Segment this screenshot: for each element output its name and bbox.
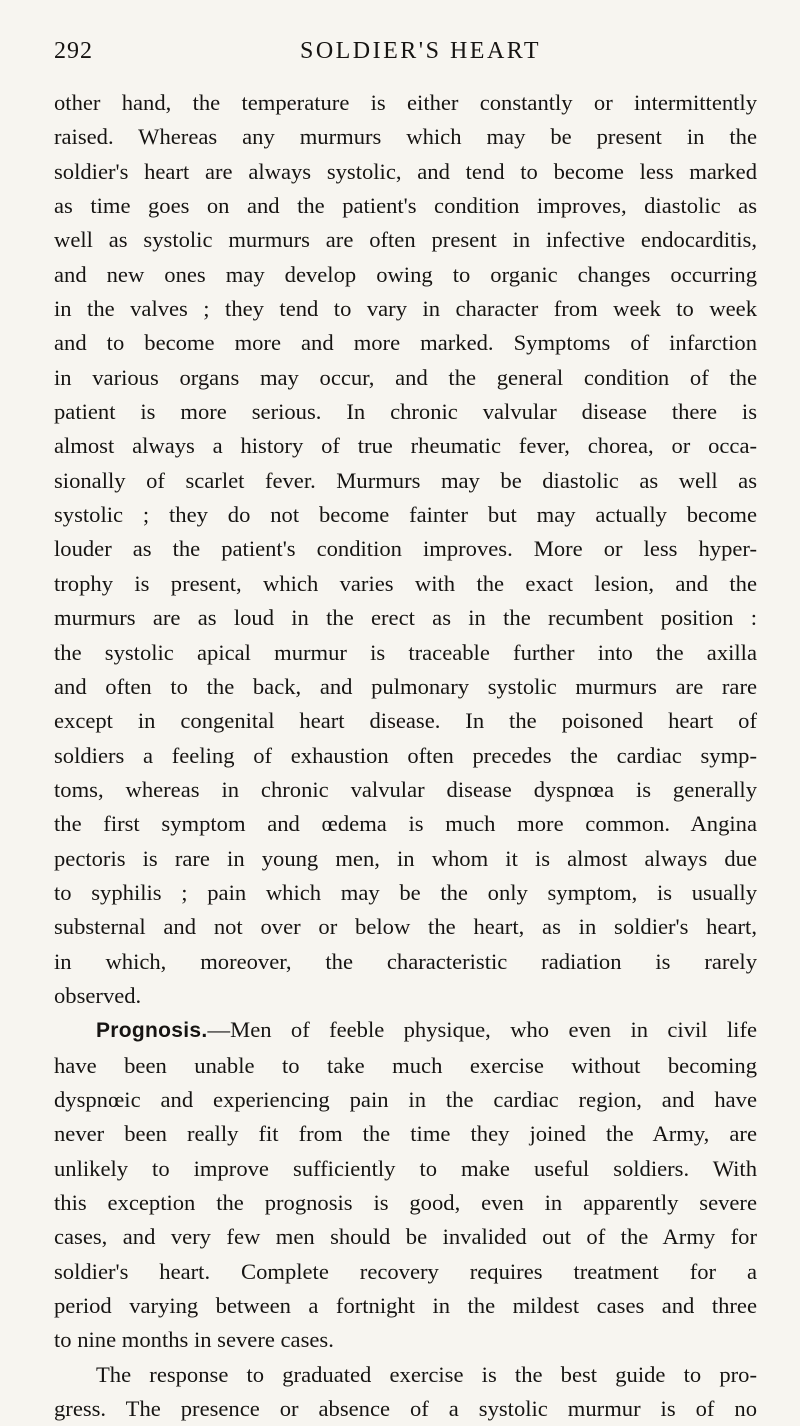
text-line: the first symptom and œdema is much more common. Angina xyxy=(54,811,757,837)
text-line: gress. The presence or absence of a systolic murmur is of no xyxy=(54,1396,757,1422)
text-line: systolic ; they do not become fainter but may actually become xyxy=(54,502,757,528)
text-line: The response to graduated exercise is the best guide to pro- xyxy=(96,1361,757,1387)
paragraph-response xyxy=(54,1358,757,1426)
book-page xyxy=(54,0,757,1422)
text-line: almost always a history of true rheumatic fever, chorea, or occa- xyxy=(54,433,757,459)
text-line: soldier's heart are always systolic, and tend to become less marked xyxy=(54,158,757,184)
text-line: to syphilis ; pain which may be the only symptom, is usually xyxy=(54,879,757,905)
text-line: soldiers a feeling of exhaustion often precedes the cardiac symp- xyxy=(54,742,757,768)
running-title: SOLDIER'S HEART xyxy=(299,38,542,64)
text-line: as time goes on and the patient's condition improves, diastolic as xyxy=(54,193,757,219)
text-line: except in congenital heart disease. In the poisoned heart of xyxy=(54,708,757,734)
paragraph-prognosis xyxy=(54,1013,757,1357)
text-line: period varying between a fortnight in the mildest cases and three xyxy=(54,1293,757,1319)
running-head xyxy=(54,38,757,86)
text-line: this exception the prognosis is good, even in apparently severe xyxy=(54,1190,757,1215)
text-line: in various organs may occur, and the general condition of the xyxy=(54,364,757,390)
text-line: and to become more and more marked. Symptoms of infarction xyxy=(54,330,757,356)
text-line: substernal and not over or below the heart, as in soldier's heart, xyxy=(54,914,757,940)
text-line: to nine months in severe cases. xyxy=(54,1327,334,1353)
text-line: other hand, the temperature is either constantly or intermittently xyxy=(54,90,757,115)
text-line: unlikely to improve sufficiently to make useful soldiers. With xyxy=(54,1155,757,1181)
text-line: toms, whereas in chronic valvular disease dyspnœa is generally xyxy=(54,776,757,802)
text-line: the systolic apical murmur is traceable further into the axilla xyxy=(54,639,757,665)
text-line: soldier's heart. Complete recovery requires treatment for a xyxy=(54,1258,757,1284)
text-line: sionally of scarlet fever. Murmurs may be diastolic as well as xyxy=(54,467,757,493)
text-line: patient is more serious. In chronic valvular disease there is xyxy=(54,399,757,425)
text-line: observed. xyxy=(54,982,142,1008)
section-heading-prognosis: Prognosis. xyxy=(96,1019,208,1043)
text-line: never been really fit from the time they joined the Army, are xyxy=(54,1121,757,1147)
text-line: in which, moreover, the characteristic radiation is rarely xyxy=(54,948,757,974)
text-line-with-heading xyxy=(54,1013,757,1048)
text-line: well as systolic murmurs are often present in infective endocarditis, xyxy=(54,227,757,253)
text-line: raised. Whereas any murmurs which may be present in the xyxy=(54,124,757,150)
text-line: in the valves ; they tend to vary in character from week to week xyxy=(54,296,757,322)
text-line: cases, and very few men should be invalided out of the Army for xyxy=(54,1224,757,1250)
text-line: pectoris is rare in young men, in whom it is almost always due xyxy=(54,845,757,871)
text-line: and new ones may develop owing to organic changes occurring xyxy=(54,261,757,287)
text-line: and often to the back, and pulmonary systolic murmurs are rare xyxy=(54,673,757,699)
text-line: dyspnœic and experiencing pain in the cardiac region, and have xyxy=(54,1086,757,1112)
paragraph-differential-diagnosis xyxy=(54,86,757,1013)
text-line: murmurs are as loud in the erect as in the recumbent position : xyxy=(54,605,757,631)
text-fragment: —Men of feeble physique, who even in civil life xyxy=(207,1017,757,1043)
text-line: have been unable to take much exercise without becoming xyxy=(54,1052,757,1078)
page-number: 292 xyxy=(54,38,93,64)
text-line: trophy is present, which varies with the exact lesion, and the xyxy=(54,570,757,596)
text-line: louder as the patient's condition improves. More or less hyper- xyxy=(54,536,757,562)
